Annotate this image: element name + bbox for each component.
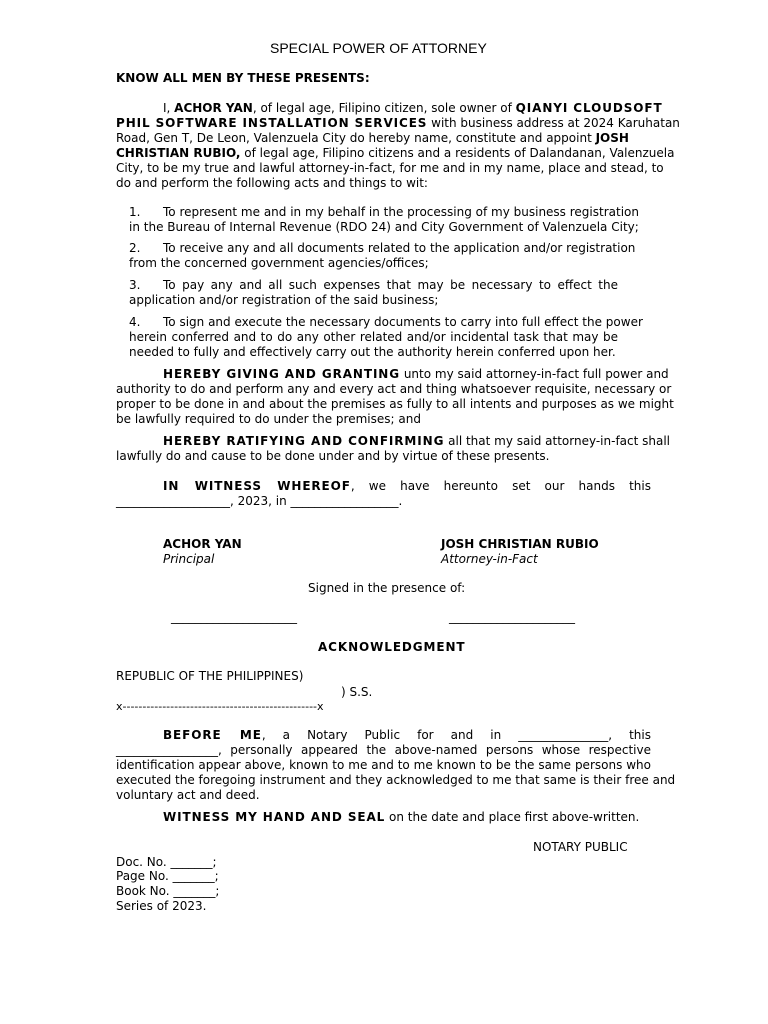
item-3-line-2: application and/or registration of the said business; <box>129 293 439 307</box>
attorney-name-inline: CHRISTIAN RUBIO, <box>116 146 241 160</box>
venue-line-2: ) S.S. <box>341 685 373 699</box>
intro-text: I, <box>163 101 175 115</box>
item-3-line-1: To pay any and all such expenses that may be necessary to effect the <box>163 278 618 292</box>
venue-separator: x-------------------------------------------------x <box>116 700 324 713</box>
item-2-line-2: from the concerned government agencies/offices; <box>129 256 429 270</box>
item-4-line-2: herein conferred and to do any other related and/or incidental task that may be <box>129 330 618 344</box>
witness-heading: IN WITNESS WHEREOF <box>163 479 351 493</box>
before-line-5: voluntary act and deed. <box>116 788 260 802</box>
item-4-number: 4. <box>129 315 141 329</box>
item-3-number: 3. <box>129 278 141 292</box>
page-no: Page No. _______; <box>116 869 219 883</box>
hand-seal-line <box>163 810 639 825</box>
item-4-line-1: To sign and execute the necessary documents to carry into full effect the power <box>163 315 643 329</box>
acknowledgment-title <box>318 640 466 655</box>
before-text: _________________, personally appeared the above-named persons whose respective <box>116 743 651 757</box>
presence-label: Signed in the presence of: <box>308 581 466 595</box>
attorney-role: Attorney-in-Fact <box>441 552 538 566</box>
ratifying-text: all that my said attorney-in-fact shall <box>444 434 671 448</box>
hand-seal-heading: WITNESS MY HAND AND SEAL <box>163 810 386 824</box>
witness-signature-line-right: _____________________ <box>449 610 575 624</box>
ratifying-line-2: lawfully do and cause to be done under and by virtue of these presents. <box>116 449 550 463</box>
hand-seal-text: on the date and place first above-written. <box>385 810 640 824</box>
principal-name-text: ACHOR YAN <box>163 537 242 551</box>
business-name-inline: QIANYI CLOUDSOFT <box>515 101 663 115</box>
business-name-inline: PHIL SOFTWARE INSTALLATION SERVICES <box>116 116 428 130</box>
before-text: executed the foregoing instrument and they acknowledged to me that same is their free and <box>116 773 676 787</box>
acknowledgment-title-text: ACKNOWLEDGMENT <box>318 640 466 654</box>
item-1-number: 1. <box>129 205 141 219</box>
item-2-line-1: To receive any and all documents related to the application and/or registration <box>163 241 636 255</box>
book-no: Book No. _______; <box>116 884 220 898</box>
giving-line-4: be lawfully required to do under the premises; and <box>116 412 421 426</box>
item-2-number: 2. <box>129 241 141 255</box>
venue-line-1: REPUBLIC OF THE PHILIPPINES) <box>116 669 304 683</box>
item-4-line-3: needed to fully and effectively carry out the authority herein conferred upon her. <box>129 345 616 359</box>
giving-heading: HEREBY GIVING AND GRANTING <box>163 367 401 381</box>
witness-text: , we have hereunto set our hands this <box>350 479 651 493</box>
notary-public-label: NOTARY PUBLIC <box>533 840 628 854</box>
giving-text: unto my said attorney-in-fact full power and <box>400 367 669 381</box>
know-all-heading-text: KNOW ALL MEN BY THESE PRESENTS: <box>116 71 370 85</box>
witness-signature-line-left: _____________________ <box>171 610 297 624</box>
giving-text: authority to do and perform any and every act and thing whatsoever requisite, necessary or <box>116 382 672 396</box>
attorney-name-inline: JOSH <box>595 131 629 145</box>
doc-no: Doc. No. _______; <box>116 855 217 869</box>
attorney-name-text: JOSH CHRISTIAN RUBIO <box>441 537 599 551</box>
witness-line-2: ___________________, 2023, in __________________. <box>116 494 403 508</box>
principal-role: Principal <box>163 552 215 566</box>
intro-text: Road, Gen T, De Leon, Valenzuela City do hereby name, constitute and appoint <box>116 131 596 145</box>
before-text: identification appear above, known to me and to me known to be the same persons who <box>116 758 651 772</box>
attorney-name <box>441 537 599 552</box>
giving-text: proper to be done in and about the premises as fully to all intents and purposes as we might <box>116 397 674 411</box>
item-1-line-1: To represent me and in my behalf in the processing of my business registration <box>163 205 639 219</box>
series: Series of 2023. <box>116 899 207 913</box>
before-heading: BEFORE ME <box>163 728 262 742</box>
intro-text: of legal age, Filipino citizens and a residents of Dalandanan, Valenzuela <box>240 146 675 160</box>
intro-line-6: do and perform the following acts and things to wit: <box>116 176 428 190</box>
ratifying-heading: HEREBY RATIFYING AND CONFIRMING <box>163 434 445 448</box>
principal-name-inline: ACHOR YAN <box>174 101 253 115</box>
intro-text: , of legal age, Filipino citizen, sole owner of <box>252 101 516 115</box>
principal-name <box>163 537 242 552</box>
intro-text: with business address at 2024 Karuhatan <box>427 116 680 130</box>
before-text: , a Notary Public for and in _______________, this <box>261 728 651 742</box>
intro-text: City, to be my true and lawful attorney-in-fact, for me and in my name, place and stead, to <box>116 161 664 175</box>
item-1-line-2: in the Bureau of Internal Revenue (RDO 24) and City Government of Valenzuela City; <box>129 220 639 234</box>
know-all-heading <box>116 71 370 86</box>
document-title: SPECIAL POWER OF ATTORNEY <box>270 40 487 56</box>
